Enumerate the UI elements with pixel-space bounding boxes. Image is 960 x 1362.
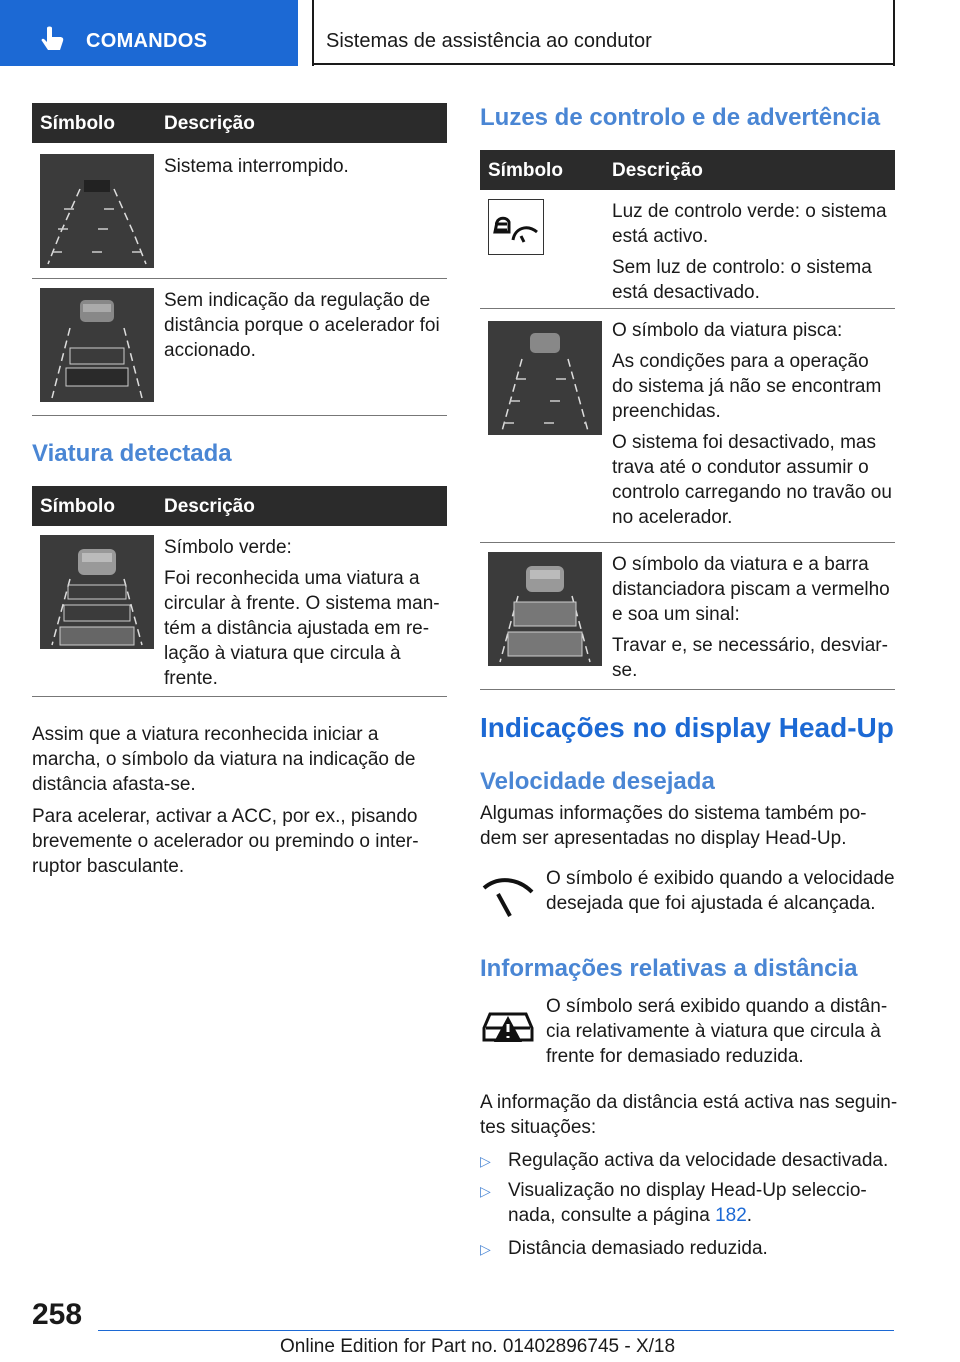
heading-distance-info: Informações relativas a distância	[480, 955, 858, 982]
table-row	[480, 543, 895, 690]
speed-reached-icon	[480, 868, 536, 924]
row-text: O sistema foi desactivado, mas trava até o condutor assumir o controlo carregando no travão ou no acelerador.	[612, 432, 892, 528]
left-table-1	[32, 103, 447, 416]
heading-desired-speed: Velocidade desejada	[480, 768, 715, 795]
header-divider	[312, 0, 314, 66]
heading-head-up: Indicações no display Head-Up	[480, 712, 894, 743]
paragraph: Para acelerar, activar a ACC, por ex., pisando brevemente o acelerador ou premindo o interruptor basculante.	[32, 806, 419, 877]
col-description: Descrição	[164, 496, 255, 517]
table-row	[32, 526, 447, 697]
row-description	[164, 535, 447, 697]
bullet-text: Regulação activa da velocidade desactivada.	[508, 1150, 889, 1171]
col-symbol: Símbolo	[40, 113, 115, 134]
page-link[interactable]: 182	[715, 1205, 747, 1226]
table-header	[480, 150, 895, 190]
header-divider-right	[893, 0, 895, 66]
page-header	[0, 0, 960, 66]
paragraph: A informação da distância está activa nas seguintes situações:	[480, 1092, 898, 1138]
footer-rule	[98, 1330, 894, 1331]
left-table-2	[32, 486, 447, 697]
right-table	[480, 150, 895, 690]
vehicle-flash-icon	[488, 321, 602, 435]
row-text: Travar e, se necessário, desviar-se.	[612, 635, 888, 681]
row-text: Sem indicação da regulação de distância porque o acelerador foi accionado.	[164, 290, 440, 361]
distance-description: O símbolo será exibido quando a distância relativamente à viatura que circula à frente for demasiado reduzida.	[546, 996, 888, 1067]
section-title: Sistemas de assistência ao condutor	[326, 30, 652, 52]
distance-warning-icon	[480, 1000, 536, 1050]
table-row	[480, 309, 895, 543]
row-description	[164, 288, 447, 369]
table-header	[32, 103, 447, 143]
row-text: Foi reconhecida uma viatura a circular à frente. O sistema mantém a distância ajustada em relação à viatura que circula à frente.	[164, 568, 440, 689]
paragraph: Assim que a viatura reconhecida iniciar a marcha, o símbolo da viatura na indicação de distância afasta-se.	[32, 724, 416, 795]
row-description	[164, 154, 447, 185]
speed-description: O símbolo é exibido quando a velocidade desejada que foi ajustada é alcançada.	[546, 868, 895, 914]
triangle-bullet-icon: ▷	[480, 1241, 491, 1257]
bullet-text	[508, 1178, 894, 1228]
row-text: Sistema interrompido.	[164, 156, 349, 177]
page-number: 258	[32, 1298, 83, 1331]
table-header	[32, 486, 447, 526]
table-row	[32, 279, 447, 416]
row-text: As condições para a operação do sistema já não se encontram preenchidas.	[612, 351, 882, 422]
heading-warning-lights: Luzes de controlo e de advertência	[480, 104, 881, 131]
table-row	[32, 143, 447, 279]
col-symbol: Símbolo	[40, 496, 115, 517]
acc-indicator-icon	[488, 199, 544, 255]
triangle-bullet-icon: ▷	[480, 1183, 491, 1199]
bullet-text: Distância demasiado reduzida.	[508, 1238, 768, 1259]
row-description	[612, 199, 895, 311]
vehicle-gray-lanes-icon	[40, 288, 154, 402]
chapter-tab	[0, 0, 298, 66]
row-description	[612, 552, 895, 689]
paragraph: Algumas informações do sistema também podem ser apresentadas no display Head-Up.	[480, 803, 867, 849]
table-row	[480, 190, 895, 309]
vehicle-bar-red-icon	[488, 552, 602, 666]
header-underline	[312, 63, 895, 65]
row-text: Luz de controlo verde: o sistema está activo.	[612, 201, 887, 247]
bullet-text-after: .	[746, 1205, 753, 1226]
vehicle-detected-icon	[40, 535, 154, 649]
row-description	[612, 318, 895, 536]
col-symbol: Símbolo	[488, 160, 563, 181]
row-text: Símbolo verde:	[164, 537, 292, 558]
hand-pointer-icon	[40, 26, 66, 54]
row-text: Sem luz de controlo: o sistema está desactivado.	[612, 257, 872, 303]
row-text: O símbolo da viatura pisca:	[612, 320, 843, 341]
heading-vehicle-detected: Viatura detectada	[32, 440, 232, 467]
footer-text: Online Edition for Part no. 01402896745 - X/18	[280, 1336, 676, 1357]
col-description: Descrição	[164, 113, 255, 134]
col-description: Descrição	[612, 160, 703, 181]
bullet-text-main: Visualização no display Head-Up seleccionada, consulte a página	[508, 1180, 867, 1226]
triangle-bullet-icon: ▷	[480, 1153, 491, 1169]
row-text: O símbolo da viatura e a barra distanciadora piscam a vermelho e soa um sinal:	[612, 554, 890, 625]
chapter-label: COMANDOS	[86, 30, 208, 52]
lanes-empty-icon	[40, 154, 154, 268]
